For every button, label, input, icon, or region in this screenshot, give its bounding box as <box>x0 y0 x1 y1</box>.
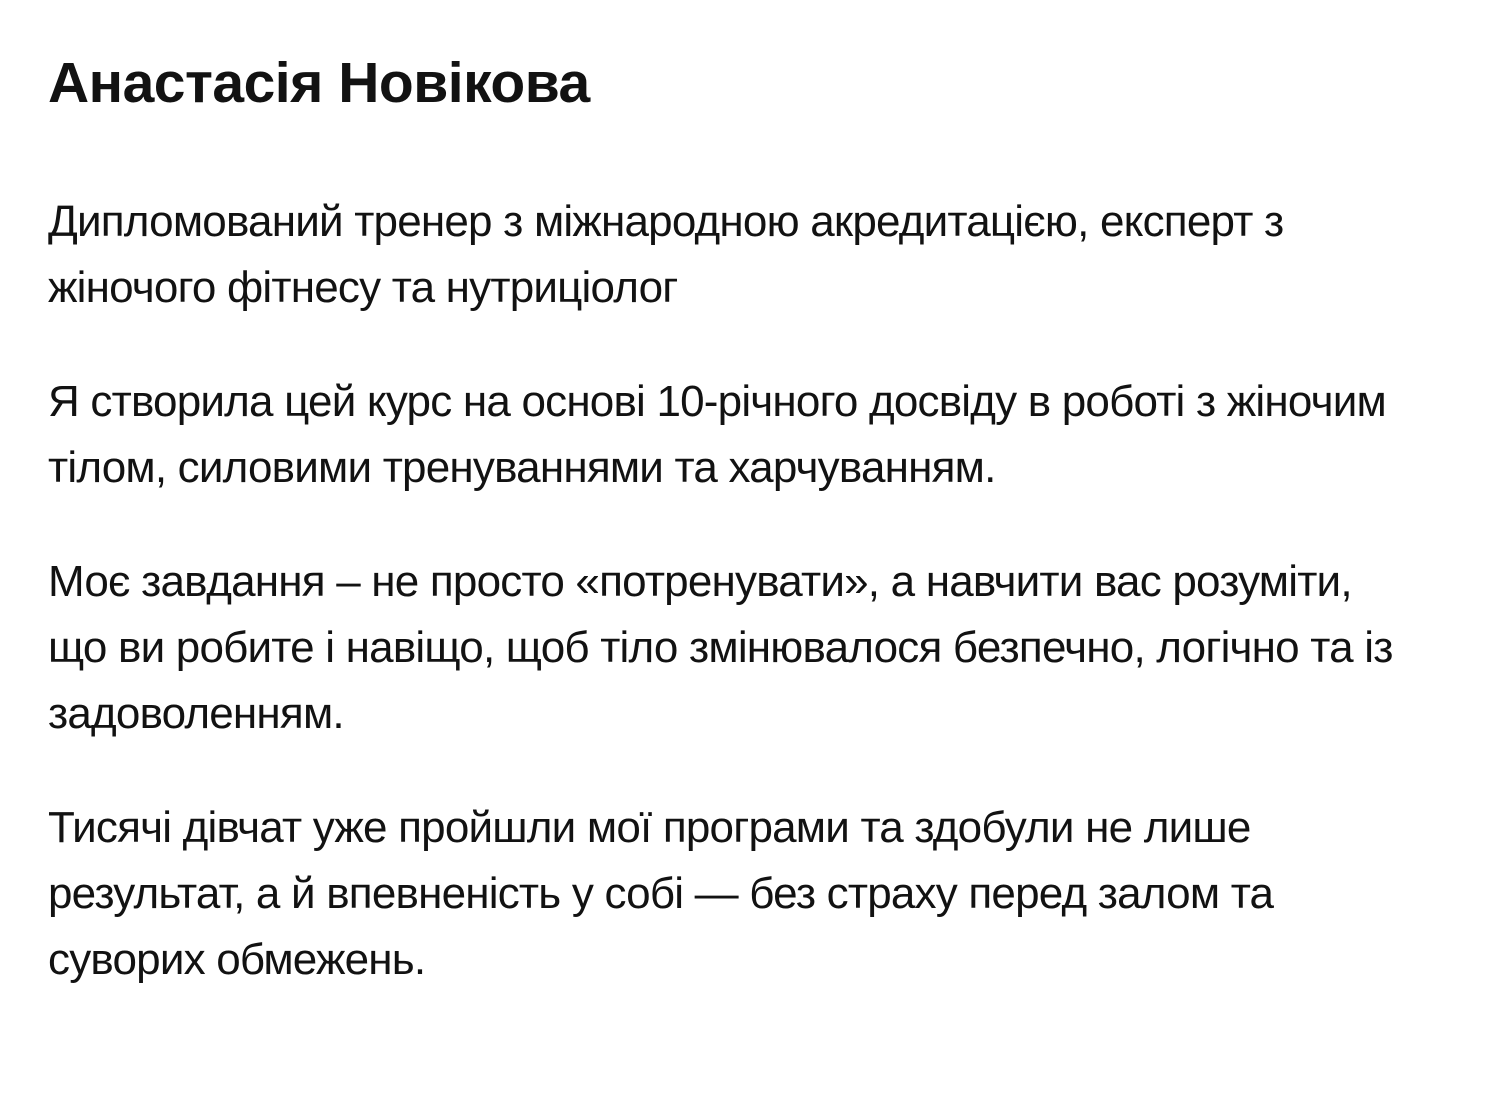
bio-paragraph-experience: Я створила цей курс на основі 10-річного досвіду в роботі з жіночим тілом, силовими тренуваннями та харчуванням. <box>48 376 1386 492</box>
bio-paragraph-results: Тисячі дівчат уже пройшли мої програми та здобули не лише результат, а й впевненість у собі — без страху перед залом та суворих обмежень. <box>48 802 1274 984</box>
bio-paragraph-credentials: Дипломований тренер з міжнародною акредитацією, експерт з жіночого фітнесу та нутриціолог <box>48 196 1284 312</box>
bio-paragraph-mission: Моє завдання – не просто «потренувати», а навчити вас розуміти, що ви робите і навіщо, щоб тіло змінювалося безпечно, логічно та із задоволенням. <box>48 556 1393 738</box>
page-title: Анастасія Новікова <box>48 51 590 115</box>
